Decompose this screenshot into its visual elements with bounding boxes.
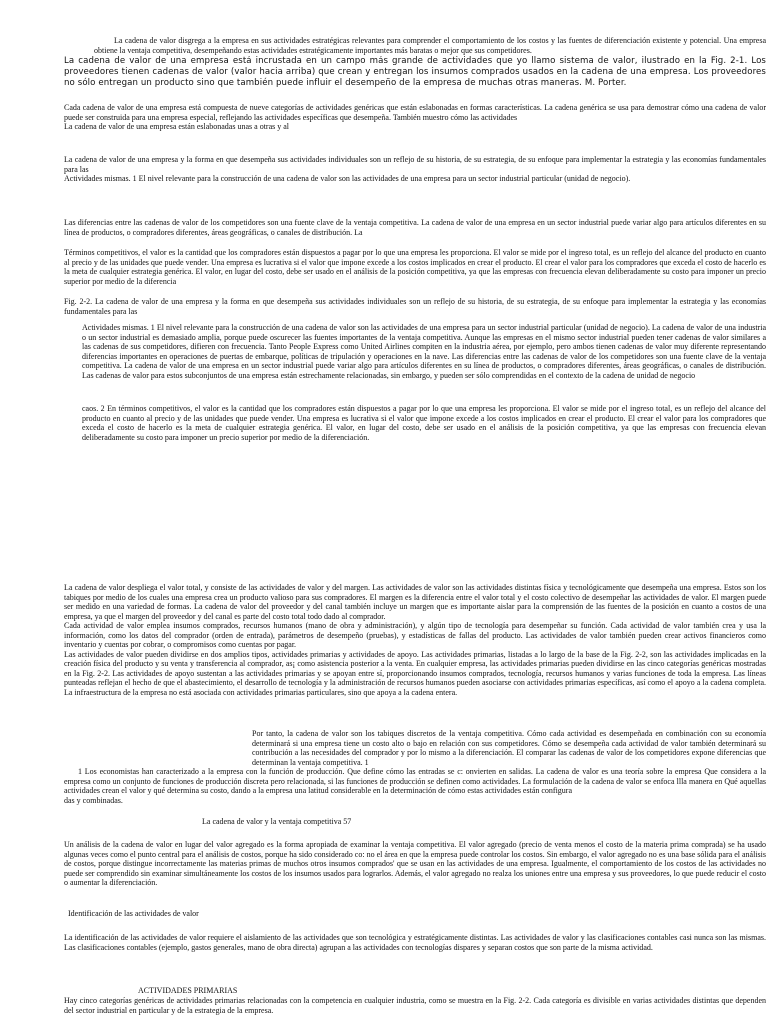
indented-caos-text: caos. 2 En términos competitivos, el valor es la cantidad que los compradores están dispuestos a pagar por lo que una empresa les proporciona. El valor se mide por el ingreso total, es un reflejo del alcance del producto en cuanto al precio y de las unidades que puede vender. Una empresa es lucrativa si el valor que impone excede a los costos implicados en crear el producto. El crear el valor para los compradores que exceda el costo de hacerlo es la meta de cualquier estrategia genérica. El valor, en lugar del costo, debe ser usado en el análisis de la posición competitiva, ya que las empresas con frecuencia elevan deliberadamente su costo para imponer un precio superior por medio de la diferenciación. bbox=[82, 404, 766, 442]
indented-actividades-text: Actividades mismas. 1 El nivel relevante para la construcción de una cadena de valor son las actividades de una empresa para un sector industrial particular (unidad de negocio). La cadena de valor de una industria o un sector industrial es demasiado amplia, porque puede oscurecer las fuentes importantes de la ventaja competitiva. Aunque las empresas en el mismo sector industrial pueden tener cadenas de valor similares a las cadenas de sus competidores, difieren con frecuencia. Tanto People Express como United Airlines compiten en la industria aérea, por ejemplo, pero ambos tienen cadenas de valor muy diferente representando diferencias importantes en operaciones de puertas de embarque, políticas de tripulación y operaciones en la nave. Las diferencias entre las cadenas de valor de los competidores son una fuente clave de la ventaja competitiva. La cadena de valor de una empresa en un sector industrial puede variar algo para artículos diferentes en su línea de productos, o compradores diferentes, áreas geográficas, o canales de distribución. Las cadenas de valor para estos subconjuntos de una empresa están estrechamente relacionadas, sin embargo, y pueden ser sólo comprendidas en el contexto de la cadena de unidad de negocio bbox=[82, 323, 766, 380]
footnote-economistas-text: 1 Los economistas han caracterizado a la empresa con la función de producción. Que define cómo las entradas se c: onvierten en salidas. La cadena de valor es una teoría sobre la empresa Que considera a la empresa como un conjunto de funciones de producción discreta pero relacionada, si las funciones de producción se definen como actividades. La formulación de la cadena de valor se enfoca llla manera en Qué aquellas actividades crean el valor y qué determina su costo, dando a la empresa una latitud considerable en la determinación de cómo estas actividades están configura bbox=[64, 767, 766, 795]
fig-2-2-text: Fig. 2-2. La cadena de valor de una empresa y la forma en que desempeña sus actividades individuales son un reflejo de su historia, de su estrategia, de su enfoque para implementar la estrategia y las economías fundamentales para las bbox=[64, 297, 766, 316]
analisis-text: Un análisis de la cadena de valor en lugar del valor agregado es la forma apropiada de examinar la ventaja competitiva. El valor agregado (precio de venta menos el costo de la materia prima comprada) se ha usado algunas veces como el punto central para el análisis de costos, porque ha sido considerado co: no el área en que la empresa puede controlar los costos. Sin embargo, el valor agregado no es una base sólida para el análisis de costos, porque distingue incorrectamente las materias primas de muchos otros insumos comprados' que se usan en las actividades de una empresa. Igualmente, el comportamiento de los costos de las actividades no puede ser comprendido sin examinar simultáneamente los costos de los insumos usados para lograrlos. Además, el valor agregado no realza los uniones entre una empresa y sus proveedores, lo que puede reducir el costo o aumentar la diferenciación. bbox=[64, 840, 766, 887]
section-heading-primarias bbox=[138, 986, 768, 996]
porter-quote bbox=[64, 56, 766, 89]
actividades-mismas-text: Actividades mismas. 1 El nivel relevante para la construcción de una cadena de valor son las actividades de una empresa para un sector industrial particular (unidad de negocio). bbox=[64, 174, 631, 183]
primarias-paragraph bbox=[64, 996, 766, 1015]
cada-actividad-text: Cada actividad de valor emplea insumos comprados, recursos humanos (mano de obra y administración), y algún tipo de tecnología para desempeñar su función. Cada actividad de valor también crea y usa la información, como los datos del comprador (orden de entrada), parámetros de desempeño (pruebas), y estadísticas de fallas del producto. Las actividades de valor también pueden crear activos financieros como inventario y cuentas por cobrar, o compromisos como cuentas por pagar. bbox=[64, 621, 766, 649]
dividirse-text: Las actividades de valor pueden dividirse en dos amplios tipos, actividades primarias y actividades de apoyo. Las actividades primarias, listadas a lo largo de la base de la Fig. 2-2, son las actividades implicadas en la creación física del producto y su venta y transferencia al comprador, as¡ como asistencia posterior a la venta. En cualquier empresa, las actividades primarias pueden dividirse en las cinco categorías genéricas mostradas en la Fig. 2-2. Las actividades de apoyo sustentan a las actividades primarias y se apoyan entre sí, proporcionando insumos comprados, tecnología, recursos humanos y varias funciones de toda la empresa. Las líneas punteadas reflejan el hecho de que el abastecimiento, el desarrollo de tecnología y la administración de recursos humanos pueden asociarse con actividades primarias específicas, así como el apoyo a la cadena completa. La infraestructura de la empresa no está asociada con actividades primarias particulares, sino que apoya a la cadena entera. bbox=[64, 649, 766, 697]
footnote-combinadas-text: das y combinadas. bbox=[64, 795, 123, 805]
reflejo-paragraph bbox=[64, 155, 766, 184]
section-heading-primarias-text: ACTIVIDADES PRIMARIAS bbox=[138, 986, 238, 995]
footnote-economistas bbox=[64, 767, 766, 805]
intro-line: La cadena de valor disgrega a la empresa en sus actividades estratégicas relevantes para comprender el comportamiento de los costos y las fuentes de diferenciación existente y potencial. Una empresa obtiene la ventaja competitiva, desempeñando estas actividades estratégicamente importantes más baratas o mejor que sus competidores. bbox=[94, 36, 766, 55]
primarias-text: Hay cinco categorías genéricas de actividades primarias relacionadas con la competencia en cualquier industria, como se muestra en la Fig. 2-2. Cada categoría es divisible en varias actividades distintas que dependen del sector industrial en particular y de la estrategia de la empresa. bbox=[64, 996, 766, 1015]
intro-paragraph bbox=[94, 36, 766, 55]
eslabonadas-text: La cadena de valor de una empresa están eslabonadas unas a otras y al bbox=[64, 122, 290, 131]
running-header-text: La cadena de valor y la ventaja competitiva 57 bbox=[202, 817, 352, 826]
identificacion-paragraph bbox=[64, 933, 766, 952]
por-tanto-paragraph bbox=[252, 729, 766, 767]
diferencias-text: Las diferencias entre las cadenas de valor de los competidores son una fuente clave de la ventaja competitiva. La cadena de valor de una empresa en un sector industrial puede variar algo para artículos diferentes en su línea de productos, o compradores diferentes, áreas geográficas, o canales de distribución. La bbox=[64, 218, 766, 237]
reflejo-text: La cadena de valor de una empresa y la forma en que desempeña sus actividades individuales son un reflejo de su historia, de su estrategia, de su enfoque para implementar la estrategia y las economías fundamentales para las bbox=[64, 155, 766, 174]
fig-2-2-paragraph bbox=[64, 297, 766, 316]
running-header bbox=[202, 817, 502, 827]
diferencias-paragraph bbox=[64, 218, 766, 237]
section-heading-identificacion bbox=[68, 909, 768, 919]
nueve-categorias-text: Cada cadena de valor de una empresa está compuesta de nueve categorías de actividades genéricas que están eslabonadas en formas características. La cadena genérica se usa para demostrar cómo una cadena de valor puede ser construida para una empresa especial, reflejando las actividades específicas que desempeña. También muestro cómo las actividades bbox=[64, 103, 766, 122]
analisis-paragraph bbox=[64, 840, 766, 888]
indented-actividades-paragraph bbox=[82, 323, 766, 380]
terminos-text: Términos competitivos, el valor es la cantidad que los compradores están dispuestos a pagar por lo que una empresa les proporciona. El valor se mide por el ingreso total, es un reflejo del alcance del producto en cuanto al precio y de las unidades que puede vender. Una empresa es lucrativa si el valor que impone excede a los costos implicados en crear el producto. El crear el valor para los compradores que exceda el costo de hacerlo es la meta de cualquier estrategia genérica. El valor, en lugar del costo, debe ser usado en el análisis de la posición competitiva, ya que las empresas con frecuencia elevan deliberadamente su costo para imponer un precio superior por medio de la diferencia bbox=[64, 248, 766, 286]
indented-caos-paragraph bbox=[82, 404, 766, 442]
despliega-text: La cadena de valor despliega el valor total, y consiste de las actividades de valor y del margen. Las actividades de valor son las actividades distintas física y tecnológicamente que desempeña una empresa. Estos son los tabiques por medio de los cuales una empresa crea un producto valioso para sus compradores. El margen es la diferencia entre el valor total y el costo colectivo de desempeñar las actividades de valor. El margen puede ser medido en una variedad de formas. La cadena de valor del proveedor y del canal también incluye un margen que es importante aislar para la comprensión de las fuentes de la posición en cuanto a costos de una empresa, ya que el margen del proveedor y del canal es parte del costo total todo dado al comprador. bbox=[64, 583, 766, 621]
nueve-categorias-paragraph bbox=[64, 103, 766, 132]
identificacion-text: La identificación de las actividades de valor requiere el aislamiento de las actividades que son tecnológica y estratégicamente distintas. Las actividades de valor y las clasificaciones contables casi nunca son las mismas. Las clasificaciones contables (ejemplo, gastos generales, mano de obra directa) agrupan a las actividades con tecnologías dispares y separan costos que son parte de la misma actividad. bbox=[64, 933, 766, 952]
terminos-paragraph bbox=[64, 248, 766, 286]
porter-quote-text: La cadena de valor de una empresa está incrustada en un campo más grande de actividades que yo llamo sistema de valor, ilustrado en la Fig. 2-1. Los proveedores tienen cadenas de valor (valor hacia arriba) que crean y entregan los insumos comprados usados en la cadena de una empresa. Los proveedores no sólo entregan un producto sino que también puede influir el desempeño de la empresa de muchas otras maneras. M. Porter. bbox=[64, 56, 766, 88]
despliega-paragraph bbox=[64, 583, 766, 697]
por-tanto-text: Por tanto, la cadena de valor son los tabiques discretos de la ventaja competitiva. Cómo cada actividad es desempeñada en combinación con su economía determinará si una empresa tiene un costo alto o bajo en relación con sus competidores. Cómo se desempeña cada actividad de valor también determinará su contribución a las necesidades del comprador y por lo mismo a la diferenciación. El comparar las cadenas de valor de los competidores expone diferencias que determinan la ventaja competitiva. 1 bbox=[252, 729, 766, 767]
section-heading-identificacion-text: Identificación de las actividades de valor bbox=[68, 909, 199, 918]
